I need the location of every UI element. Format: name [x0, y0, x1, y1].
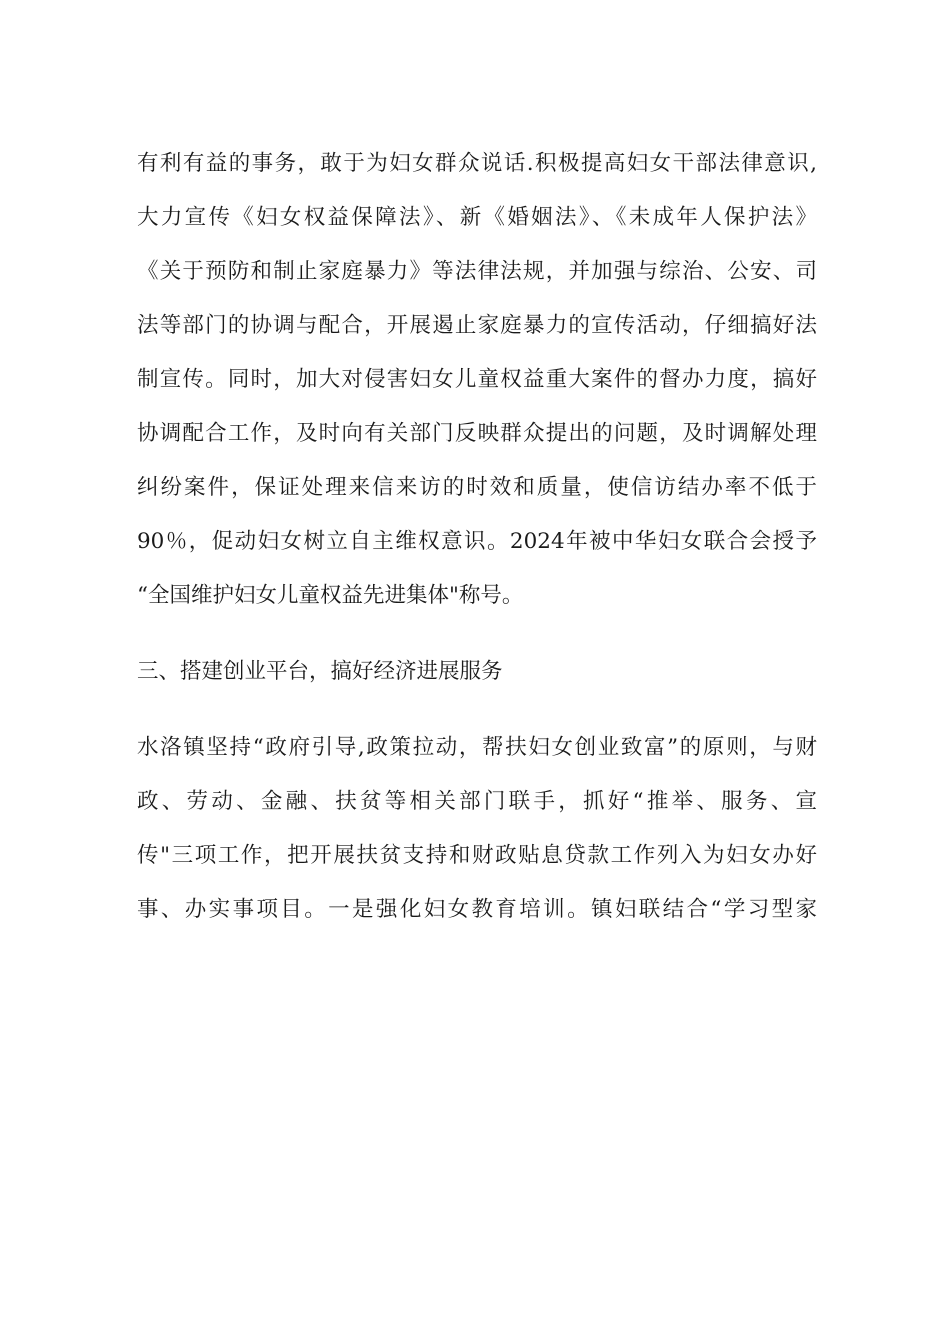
text-line: 水洛镇坚持“政府引导,政策拉动，帮扶妇女创业致富”的原则，与财	[137, 735, 817, 760]
text-line: 大力宣传《妇女权益保障法》、新《婚姻法》、《未成年人保护法》	[137, 205, 817, 230]
text-line: 传"三项工作，把开展扶贫支持和财政贴息贷款工作列入为妇女办好	[137, 843, 817, 868]
text-line: “全国维护妇女儿童权益先进集体"称号。	[137, 583, 524, 608]
section-heading: 三、搭建创业平台，搞好经济进展服务	[137, 659, 503, 684]
text-line: 制宣传。同时，加大对侵害妇女儿童权益重大案件的督办力度，搞好	[137, 367, 817, 392]
text-line: 有利有益的事务，敢于为妇女群众说话.积极提高妇女干部法律意识,	[137, 151, 817, 176]
text-line: 法等部门的协调与配合，开展遏止家庭暴力的宣传活动，仔细搞好法	[137, 313, 817, 338]
text-line: 纠纷案件，保证处理来信来访的时效和质量，使信访结办率不低于	[137, 475, 817, 500]
text-line: 协调配合工作，及时向有关部门反映群众提出的问题，及时调解处理	[137, 421, 817, 446]
paragraph-rights-protection	[137, 137, 817, 623]
paragraph-entrepreneurship	[137, 721, 817, 937]
text-line: 《关于预防和制止家庭暴力》等法律法规，并加强与综治、公安、司	[137, 259, 817, 284]
text-line: 90％，促动妇女树立自主维权意识。2024年被中华妇女联合会授予	[137, 529, 817, 554]
document-body	[137, 137, 817, 937]
text-line: 事、办实事项目。一是强化妇女教育培训。镇妇联结合“学习型家	[137, 897, 817, 922]
text-line: 政、劳动、金融、扶贫等相关部门联手，抓好“推举、服务、宣	[137, 789, 817, 814]
